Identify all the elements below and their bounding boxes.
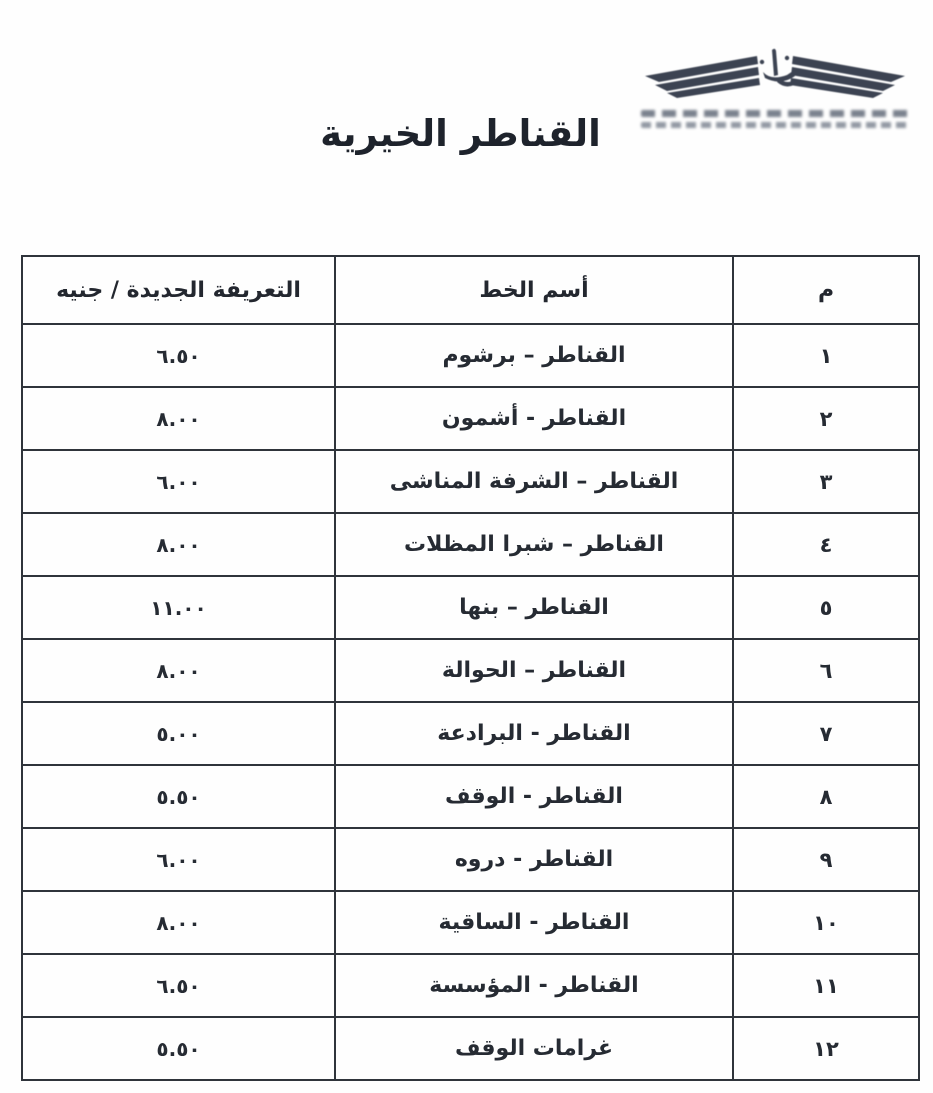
table-header-row xyxy=(22,256,919,324)
table-row xyxy=(22,639,919,702)
row-index-cell: ٧ xyxy=(733,702,919,765)
table-row xyxy=(22,765,919,828)
line-name-cell: القناطر - دروه xyxy=(335,828,733,891)
table-row xyxy=(22,891,919,954)
table-row xyxy=(22,324,919,387)
table-row xyxy=(22,828,919,891)
table-row xyxy=(22,513,919,576)
row-index-cell: ١٠ xyxy=(733,891,919,954)
line-name-cell: القناطر - البرادعة xyxy=(335,702,733,765)
tariff-value-cell: ٨.٠٠ xyxy=(22,387,335,450)
line-name-cell: القناطر - الوقف xyxy=(335,765,733,828)
header-index: م xyxy=(733,256,919,324)
tariff-value-cell: ٥.٥٠ xyxy=(22,765,335,828)
line-name-cell: القناطر – بنها xyxy=(335,576,733,639)
row-index-cell: ٨ xyxy=(733,765,919,828)
row-index-cell: ٣ xyxy=(733,450,919,513)
tariff-table xyxy=(21,255,920,1081)
line-name-cell: غرامات الوقف xyxy=(335,1017,733,1080)
row-index-cell: ٥ xyxy=(733,576,919,639)
line-name-cell: القناطر – الحوالة xyxy=(335,639,733,702)
tariff-value-cell: ٨.٠٠ xyxy=(22,513,335,576)
tariff-value-cell: ٦.٠٠ xyxy=(22,828,335,891)
line-name-cell: القناطر - الساقية xyxy=(335,891,733,954)
table-row xyxy=(22,576,919,639)
row-index-cell: ١٢ xyxy=(733,1017,919,1080)
table-row xyxy=(22,450,919,513)
row-index-cell: ١ xyxy=(733,324,919,387)
row-index-cell: ٦ xyxy=(733,639,919,702)
tariff-value-cell: ٦.٥٠ xyxy=(22,954,335,1017)
table-row xyxy=(22,1017,919,1080)
table-row xyxy=(22,954,919,1017)
tariff-value-cell: ١١.٠٠ xyxy=(22,576,335,639)
row-index-cell: ٢ xyxy=(733,387,919,450)
wings-emblem-icon xyxy=(635,48,915,106)
tariff-value-cell: ٦.٥٠ xyxy=(22,324,335,387)
line-name-cell: القناطر - أشمون xyxy=(335,387,733,450)
header-tariff: التعريفة الجديدة / جنيه xyxy=(22,256,335,324)
table-row xyxy=(22,387,919,450)
tariff-value-cell: ٨.٠٠ xyxy=(22,639,335,702)
row-index-cell: ٤ xyxy=(733,513,919,576)
tariff-value-cell: ٨.٠٠ xyxy=(22,891,335,954)
line-name-cell: القناطر – شبرا المظلات xyxy=(335,513,733,576)
page-title: القناطر الخيرية xyxy=(320,112,601,155)
row-index-cell: ١١ xyxy=(733,954,919,1017)
line-name-cell: القناطر - المؤسسة xyxy=(335,954,733,1017)
tariff-value-cell: ٥.٠٠ xyxy=(22,702,335,765)
line-name-cell: القناطر – برشوم xyxy=(335,324,733,387)
line-name-cell: القناطر – الشرفة المناشى xyxy=(335,450,733,513)
tariff-value-cell: ٦.٠٠ xyxy=(22,450,335,513)
header-line-name: أسم الخط xyxy=(335,256,733,324)
table-row xyxy=(22,702,919,765)
tariff-value-cell: ٥.٥٠ xyxy=(22,1017,335,1080)
row-index-cell: ٩ xyxy=(733,828,919,891)
